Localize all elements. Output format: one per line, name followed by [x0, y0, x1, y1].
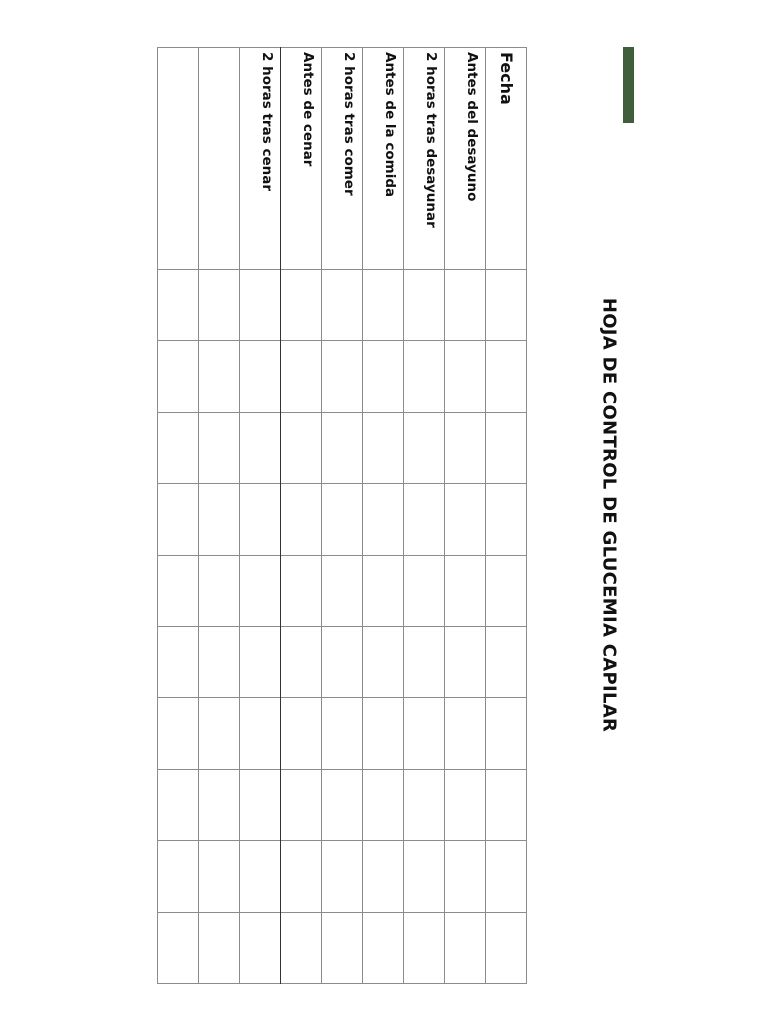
table-row [199, 48, 240, 984]
entry-cell[interactable] [404, 912, 445, 983]
entry-cell[interactable] [158, 555, 199, 626]
page-title: HOJA DE CONTROL DE GLUCEMIA CAPILAR [598, 297, 620, 733]
entry-cell[interactable] [404, 626, 445, 697]
entry-cell[interactable] [322, 841, 363, 912]
table-row [281, 48, 322, 984]
entry-cell[interactable] [445, 626, 486, 697]
entry-cell[interactable] [486, 769, 527, 840]
entry-cell[interactable] [363, 841, 404, 912]
entry-cell[interactable] [199, 841, 240, 912]
entry-cell[interactable] [445, 412, 486, 483]
entry-cell[interactable] [486, 341, 527, 412]
entry-cell[interactable] [445, 841, 486, 912]
entry-cell[interactable] [281, 698, 322, 769]
entry-cell[interactable] [240, 484, 281, 555]
entry-cell[interactable] [322, 555, 363, 626]
entry-cell[interactable] [363, 270, 404, 341]
table-row [363, 48, 404, 984]
entry-cell[interactable] [199, 769, 240, 840]
entry-cell[interactable] [158, 698, 199, 769]
entry-cell[interactable] [281, 341, 322, 412]
entry-cell[interactable] [281, 270, 322, 341]
entry-cell[interactable] [158, 412, 199, 483]
entry-cell[interactable] [363, 698, 404, 769]
entry-cell[interactable] [404, 270, 445, 341]
row-label-cell [404, 48, 445, 270]
entry-cell[interactable] [445, 555, 486, 626]
entry-cell[interactable] [240, 270, 281, 341]
entry-cell[interactable] [445, 270, 486, 341]
entry-cell[interactable] [322, 912, 363, 983]
entry-cell[interactable] [199, 626, 240, 697]
entry-cell[interactable] [486, 698, 527, 769]
accent-bar [623, 47, 634, 123]
entry-cell[interactable] [363, 912, 404, 983]
entry-cell[interactable] [199, 412, 240, 483]
row-label: 2 horas tras cenar [259, 52, 275, 191]
entry-cell[interactable] [281, 769, 322, 840]
entry-cell[interactable] [281, 626, 322, 697]
row-label-cell [486, 48, 527, 270]
entry-cell[interactable] [240, 912, 281, 983]
entry-cell[interactable] [404, 484, 445, 555]
entry-cell[interactable] [199, 698, 240, 769]
row-label-cell [445, 48, 486, 270]
row-label-cell [199, 48, 240, 270]
entry-cell[interactable] [404, 341, 445, 412]
entry-cell[interactable] [404, 555, 445, 626]
entry-cell[interactable] [158, 341, 199, 412]
entry-cell[interactable] [404, 769, 445, 840]
entry-cell[interactable] [404, 698, 445, 769]
entry-cell[interactable] [363, 484, 404, 555]
entry-cell[interactable] [486, 412, 527, 483]
entry-cell[interactable] [445, 769, 486, 840]
row-label-cell [158, 48, 199, 270]
entry-cell[interactable] [240, 412, 281, 483]
entry-cell[interactable] [158, 769, 199, 840]
row-label-cell [322, 48, 363, 270]
table-row [322, 48, 363, 984]
table-row [158, 48, 199, 984]
entry-cell[interactable] [281, 912, 322, 983]
table-row [240, 48, 281, 984]
row-label: Fecha [497, 52, 516, 105]
log-grid [157, 47, 527, 984]
row-label: Antes del desayuno [464, 52, 480, 202]
row-label: 2 horas tras desayunar [423, 52, 439, 228]
entry-cell[interactable] [363, 555, 404, 626]
entry-cell[interactable] [363, 341, 404, 412]
row-label: Antes de la comida [382, 52, 398, 198]
entry-cell[interactable] [363, 412, 404, 483]
entry-cell[interactable] [281, 841, 322, 912]
entry-cell[interactable] [486, 484, 527, 555]
entry-cell[interactable] [322, 484, 363, 555]
entry-cell[interactable] [158, 841, 199, 912]
entry-cell[interactable] [240, 341, 281, 412]
entry-cell[interactable] [199, 270, 240, 341]
entry-cell[interactable] [240, 626, 281, 697]
row-label [234, 48, 239, 269]
entry-cell[interactable] [404, 841, 445, 912]
entry-cell[interactable] [240, 555, 281, 626]
entry-cell[interactable] [158, 912, 199, 983]
entry-cell[interactable] [445, 912, 486, 983]
entry-cell[interactable] [486, 555, 527, 626]
row-label-cell [363, 48, 404, 270]
entry-cell[interactable] [445, 484, 486, 555]
entry-cell[interactable] [322, 341, 363, 412]
entry-cell[interactable] [322, 270, 363, 341]
entry-cell[interactable] [322, 412, 363, 483]
row-label [193, 48, 198, 269]
row-label: Antes de cenar [300, 52, 316, 167]
entry-cell[interactable] [486, 270, 527, 341]
entry-cell[interactable] [281, 484, 322, 555]
table-row [404, 48, 445, 984]
entry-cell[interactable] [158, 626, 199, 697]
entry-cell[interactable] [404, 412, 445, 483]
entry-cell[interactable] [486, 626, 527, 697]
entry-cell[interactable] [445, 341, 486, 412]
entry-cell[interactable] [199, 912, 240, 983]
entry-cell[interactable] [199, 341, 240, 412]
entry-cell[interactable] [199, 555, 240, 626]
entry-cell[interactable] [158, 484, 199, 555]
entry-cell[interactable] [363, 769, 404, 840]
entry-cell[interactable] [486, 841, 527, 912]
entry-cell[interactable] [240, 769, 281, 840]
entry-cell[interactable] [363, 626, 404, 697]
entry-cell[interactable] [240, 841, 281, 912]
entry-cell[interactable] [486, 912, 527, 983]
table-row [445, 48, 486, 984]
entry-cell[interactable] [199, 484, 240, 555]
entry-cell[interactable] [322, 626, 363, 697]
row-label-cell [240, 48, 281, 270]
entry-cell[interactable] [158, 270, 199, 341]
entry-cell[interactable] [281, 555, 322, 626]
entry-cell[interactable] [322, 769, 363, 840]
table-row [486, 48, 527, 984]
entry-cell[interactable] [281, 412, 322, 483]
entry-cell[interactable] [240, 698, 281, 769]
row-label: 2 horas tras comer [341, 52, 357, 196]
glucose-log-table [165, 47, 527, 983]
entry-cell[interactable] [322, 698, 363, 769]
row-label-cell [281, 48, 322, 270]
entry-cell[interactable] [445, 698, 486, 769]
